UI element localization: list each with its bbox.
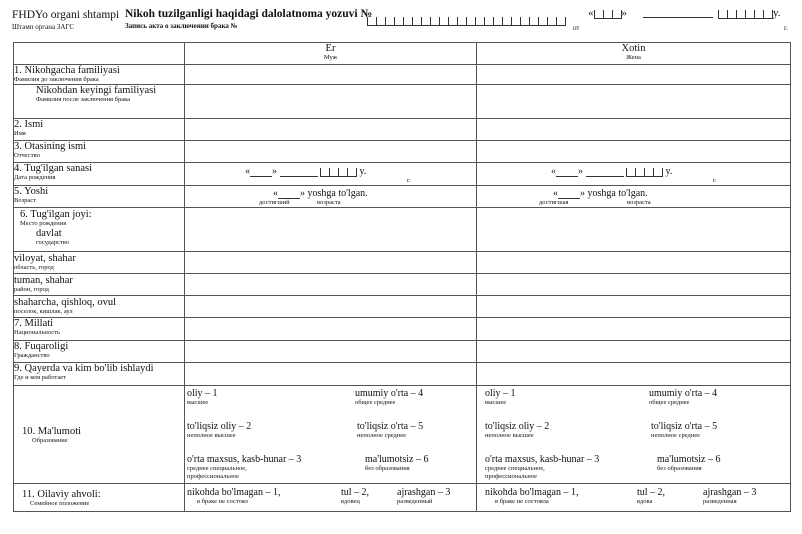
row-education: 10. Ma'lumoti Образование	[14, 386, 185, 484]
record-number-field[interactable]	[367, 8, 566, 26]
male-citizenship[interactable]	[185, 341, 477, 363]
year-label-ru: г.	[784, 24, 788, 32]
record-table	[13, 42, 791, 512]
female-first-name[interactable]	[477, 119, 791, 141]
female-patronymic[interactable]	[477, 141, 791, 163]
female-marital-options[interactable]: nikohda bo'lmagan – 1, в браке не состояла tul – 2, вдова ajrashgan – 3 разведенная	[477, 484, 791, 512]
male-birth-date[interactable]: « » y. г.	[185, 163, 477, 186]
female-birth-district[interactable]	[477, 274, 791, 296]
row-patronymic: 3. Otasining ismi Отчество	[14, 141, 185, 163]
row-birthplace-country: 6. Tug'ilgan joyi: Место рождения davlat государство	[14, 208, 185, 252]
female-age[interactable]: « » yoshga to'lgan. достигшая возраста	[477, 186, 791, 208]
form-header	[0, 0, 802, 40]
male-workplace[interactable]	[185, 363, 477, 386]
row-workplace: 9. Qayerda va kim bo'lib ishlaydi Где и кем работает	[14, 363, 185, 386]
stamp-label-ru: Штамп органа ЗАГС	[12, 23, 75, 31]
female-education-options[interactable]: oliy – 1 высшее umumiy o'rta – 4 общее среднее to'liqsiz oliy – 2 неполное высшее to'liqsiz o'rta – 5 неполное среднее o'rta maxsus, kasb-hunar – 3 среднее специальное, профессиональное ma'lumotsiz – 6 без образования	[477, 386, 791, 484]
date-month-field[interactable]	[643, 17, 713, 18]
female-surname-after[interactable]	[477, 85, 791, 119]
male-age[interactable]: « » yoshga to'lgan. достигший возраста	[185, 186, 477, 208]
female-birth-village[interactable]	[477, 296, 791, 318]
row-age: 5. Yoshi Возраст	[14, 186, 185, 208]
row-first-name: 2. Ismi Имя	[14, 119, 185, 141]
female-birth-region[interactable]	[477, 252, 791, 274]
male-nationality[interactable]	[185, 318, 477, 341]
row-surname-after: Nikohdan keyingi familiyasi Фамилия после заключения брака	[14, 85, 185, 119]
row-citizenship: 8. Fuqaroligi Гражданство	[14, 341, 185, 363]
female-nationality[interactable]	[477, 318, 791, 341]
male-marital-options[interactable]: nikohda bo'lmagan – 1, в браке не состоял tul – 2, вдовец ajrashgan – 3 разведенный	[185, 484, 477, 512]
record-title: Nikoh tuzilganligi haqidagi dalolatnoma yozuvi №	[125, 8, 373, 20]
male-birth-district[interactable]	[185, 274, 477, 296]
male-surname-after[interactable]	[185, 85, 477, 119]
from-label-ru: от	[573, 24, 580, 32]
male-first-name[interactable]	[185, 119, 477, 141]
record-title-ru: Запись акта о заключении брака №	[125, 22, 238, 30]
male-birth-region[interactable]	[185, 252, 477, 274]
header-empty	[14, 43, 185, 65]
date-year-field[interactable]: y.	[718, 7, 781, 19]
row-nationality: 7. Millati Национальность	[14, 318, 185, 341]
row-marital-status: 11. Oilaviy ahvoli: Семейное положение	[14, 484, 185, 512]
row-surname-before: 1. Nikohgacha familiyasi Фамилия до заключения брака	[14, 65, 185, 85]
date-day-field[interactable]: « »	[588, 7, 627, 19]
column-female: Xotin Жена	[477, 43, 791, 65]
male-surname-before[interactable]	[185, 65, 477, 85]
row-birth-date: 4. Tug'ilgan sanasi Дата рождения	[14, 163, 185, 186]
stamp-label: FHDYo organi shtampi	[12, 9, 120, 21]
row-birthplace-village: shaharcha, qishloq, ovul поселок, кишлак, аул	[14, 296, 185, 318]
male-birth-village[interactable]	[185, 296, 477, 318]
female-birth-country[interactable]	[477, 208, 791, 252]
female-citizenship[interactable]	[477, 341, 791, 363]
female-surname-before[interactable]	[477, 65, 791, 85]
column-male: Er Муж	[185, 43, 477, 65]
female-workplace[interactable]	[477, 363, 791, 386]
male-patronymic[interactable]	[185, 141, 477, 163]
female-birth-date[interactable]: « » y. г.	[477, 163, 791, 186]
male-birth-country[interactable]	[185, 208, 477, 252]
row-birthplace-district: tuman, shahar район, город	[14, 274, 185, 296]
male-education-options[interactable]: oliy – 1 высшее umumiy o'rta – 4 общее среднее to'liqsiz oliy – 2 неполное высшее to'liqsiz o'rta – 5 неполное среднее o'rta maxsus, kasb-hunar – 3 среднее специальное, профессиональное ma'lumotsiz – 6 без образования	[185, 386, 477, 484]
row-birthplace-region: viloyat, shahar область, город	[14, 252, 185, 274]
